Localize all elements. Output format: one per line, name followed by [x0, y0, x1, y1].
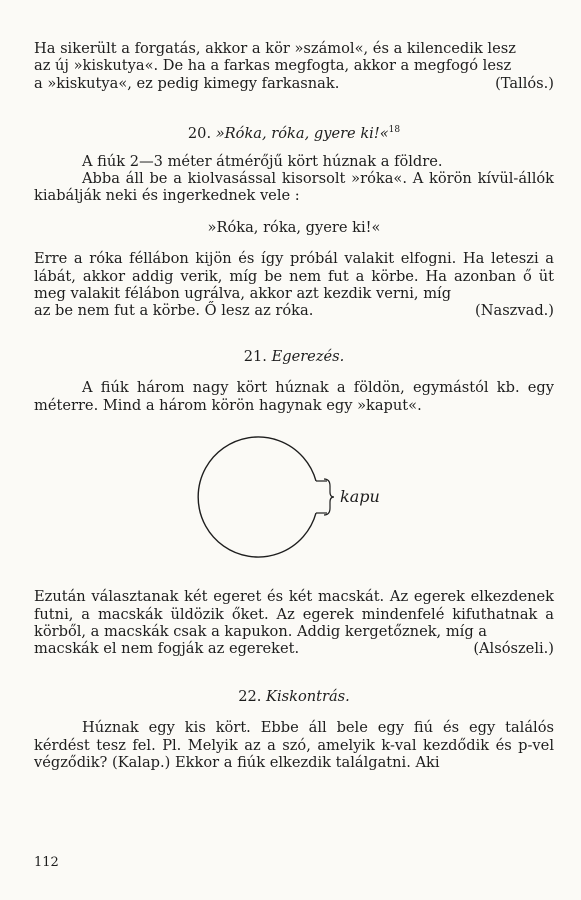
- section-20-title: »Róka, róka, gyere ki!«: [215, 125, 389, 143]
- section-20-quote: »Róka, róka, gyere ki!«: [207, 218, 381, 236]
- source-naszvad: (Naszvad.): [475, 302, 554, 320]
- section-21-body: Ezután választanak két egeret és két macskát. Az egerek elkezdenek futni, a macskák üldözik őket. Az egerek mindenfelé kifuthatnak a körből, a macskák csak a kapukon. Addig kergetőznek, míg a: [34, 588, 554, 640]
- section-22-para: Húznak egy kis kört. Ebbe áll bele egy fiú és egy találós kérdést tesz fel. Pl. Melyik az a szó, amelyik k-val kezdődik és p-vel végződik? (Kalap.) Ekkor a fiúk elkezdik találgatni. Aki: [34, 719, 554, 771]
- section-20-last: [34, 302, 554, 319]
- section-22-number: 22.: [238, 687, 262, 705]
- circle-shape: [198, 437, 316, 557]
- section-21-last-line: macskák el nem fogják az egereket.: [34, 640, 300, 658]
- paragraph-top-line-2: az új »kiskutya«. De ha a farkas megfogta, akkor a megfogó lesz: [34, 57, 512, 75]
- section-20-para: Abba áll be a kiolvasással kisorsolt »róka«. A körön kívül-állók kiabálják neki és ingerkednek vele :: [34, 170, 554, 205]
- section-20-heading: [34, 122, 554, 142]
- paragraph-top-line-1: Ha sikerült a forgatás, akkor a kör »számol«, és a kilencedik lesz: [34, 40, 516, 57]
- page-number: 112: [34, 855, 59, 870]
- paragraph-top-last: [34, 75, 554, 92]
- source-alsoszeli: (Alsószeli.): [473, 640, 554, 658]
- circle-diagram: [34, 428, 554, 576]
- figure-label-kapu: kapu: [340, 487, 380, 507]
- section-21-heading: [34, 348, 554, 365]
- paragraph-top-last-line: a »kiskutya«, ez pedig kimegy farkasnak.: [34, 74, 340, 92]
- section-21-last: [34, 640, 554, 657]
- gate-brace: [324, 479, 334, 515]
- section-22-heading: [34, 688, 554, 705]
- source-tallos: (Tallós.): [495, 74, 554, 92]
- page-content: [34, 40, 554, 771]
- section-21-number: 21.: [243, 347, 267, 365]
- section-22-title: Kiskontrás.: [266, 687, 350, 705]
- section-20-footnote-ref: 18: [388, 125, 401, 136]
- section-20-number: 20.: [187, 125, 212, 143]
- section-21-title: Egerezés.: [271, 347, 345, 365]
- section-20-body: Erre a róka féllábon kijön és így próbál valakit elfogni. Ha leteszi a lábát, akkor addig verik, míg be nem fut a körbe. Ha azonban ő üt meg valakit félábon ugrálva, akkor azt kezdik verni, míg: [34, 250, 554, 303]
- section-20-last-line: az be nem fut a körbe. Ő lesz az róka.: [34, 302, 314, 320]
- section-20-intro: A fiúk 2—3 méter átmérőjű kört húznak a földre.: [82, 152, 443, 170]
- circle-gate-figure: [34, 428, 554, 576]
- section-21-para: A fiúk három nagy kört húznak a földön, egymástól kb. egy méterre. Mind a három körön hagynak egy »kaput«.: [34, 379, 554, 414]
